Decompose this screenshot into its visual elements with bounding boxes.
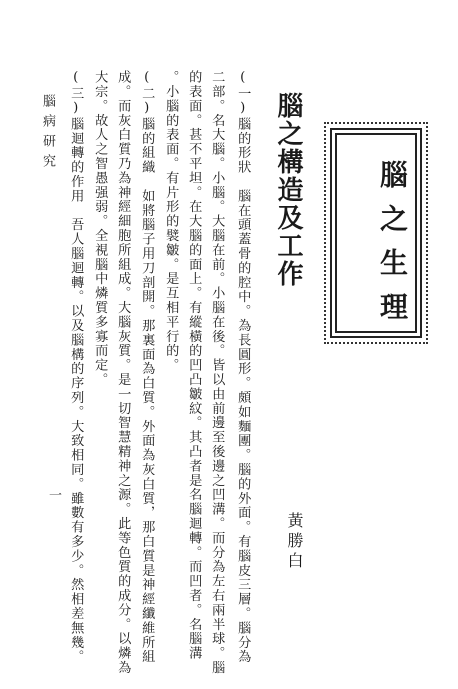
author-name: 黃勝白 [285, 512, 304, 572]
article-title: 腦之構造及工作 [273, 92, 303, 288]
body-column: 大宗。故人之智愚强弱。全視腦中燐質多寡而定。 [92, 70, 108, 387]
section-title: 腦之生理 [376, 160, 409, 336]
running-header: 腦病研究 [40, 94, 55, 174]
body-column: (一)腦的形狀 腦在頭蓋骨的腔中。為長圓形。頗如麵團。腦的外面。有腦皮三層。腦分為 [235, 70, 251, 664]
body-column: 二部。名大腦。小腦。大腦在前。小腦在後。皆以由前邊至後邊之凹溝。而分為左右兩半球。腦 [209, 70, 225, 675]
body-column: 。小腦的表面。有片形的襞皺。是互相平行的。 [163, 70, 179, 373]
body-column: (二)腦的組織 如將腦子用刀剖開。那裏面為白質。外面為灰白質，那白質是神經纖維所組 [139, 70, 155, 664]
body-column: 的表面。甚不平坦。在大腦的面上。有縱橫的凹凸皺紋。其凸者是名腦迴轉。而凹者。名腦溝 [186, 70, 202, 661]
body-column: (三)腦迴轉的作用 吾人腦迴轉。以及腦構的序列。大致相同。雖數有多少。然相差無幾。 [68, 70, 84, 664]
body-column: 成。而灰白質乃為神經細胞所組成。大腦灰質。是一切智慧精神之源。此等色質的成分。以燐為 [115, 70, 131, 675]
page-number: 一 [46, 488, 61, 501]
